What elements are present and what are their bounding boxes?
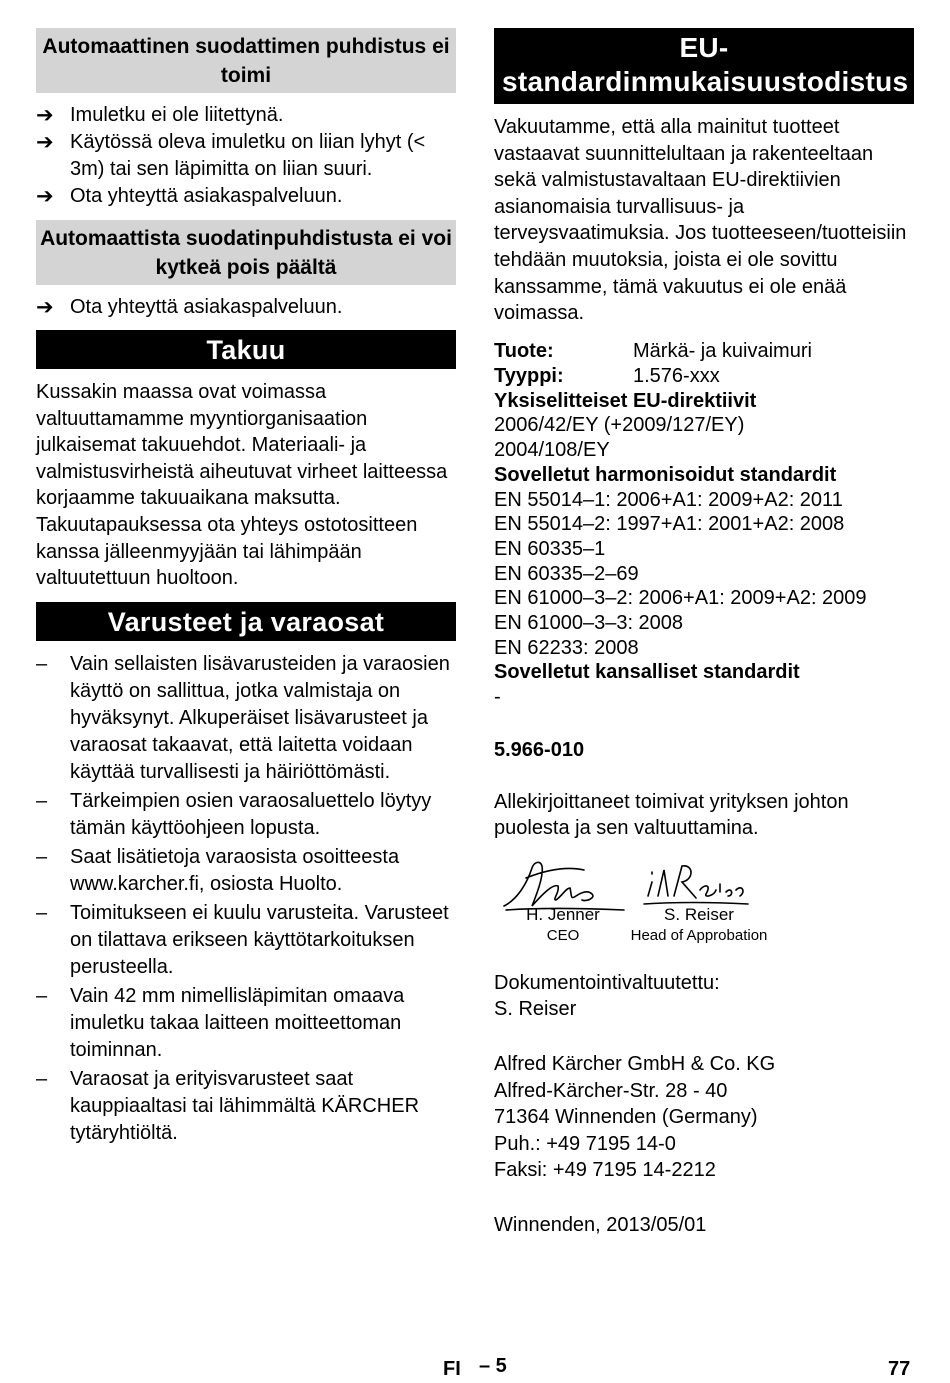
document-representative (494, 970, 914, 1023)
harmonised-standards-title: Sovelletut harmonisoidut standardit (494, 463, 837, 486)
signatory-1-role: CEO (546, 926, 580, 944)
standard-item: EN 60335–1 (494, 537, 606, 560)
list-item: – Vain sellaisten lisävarusteiden ja varaosien käyttö on sallittua, jotka valmistaja on hyväksynyt. Alkuperäiset lisävarusteet ja varaosat takaavat, että laitetta voidaan käyttää turvallisesti ja häiriöttömästi. (36, 652, 450, 783)
heading-warranty: Takuu (36, 330, 456, 369)
national-standards-title: Sovelletut kansalliset standardit (494, 661, 800, 684)
filter-cleaning-disable-list (36, 294, 456, 321)
standard-item: EN 60335–2–69 (494, 562, 639, 585)
signatory-2-role: Head of Approbation (630, 926, 768, 944)
doc-rep-label: Dokumentointivaltuutettu: (494, 971, 720, 994)
filter-cleaning-fails-list (36, 102, 456, 210)
product-row: Tuote: Märkä- ja kuivaimuri (494, 339, 812, 362)
directives-title: Yksiselitteiset EU-direktiivit (494, 389, 757, 412)
list-item: ➔ Ota yhteyttä asiakaspalveluun. (36, 296, 343, 319)
directive-item: 2004/108/EY (494, 439, 610, 462)
standard-item: EN 55014–1: 2006+A1: 2009+A2: 2011 (494, 488, 843, 511)
address-line: Alfred Kärcher GmbH & Co. KG (494, 1052, 776, 1075)
arrow-right-icon: ➔ (36, 104, 54, 127)
list-item: – Vain 42 mm nimellisläpimitan omaava imuletku takaa laitteen moitteettoman toiminnan. (36, 984, 405, 1061)
list-item: ➔ Imuletku ei ole liitettynä. (36, 104, 284, 127)
list-item: ➔ Ota yhteyttä asiakaspalveluun. (36, 185, 343, 208)
address-line: 71364 Winnenden (Germany) (494, 1106, 758, 1129)
arrow-right-icon: ➔ (36, 131, 54, 154)
list-item: – Saat lisätietoja varaosista osoitteesta www.karcher.fi, osiosta Huolto. (36, 845, 400, 895)
document-number: 5.966-010 (494, 738, 585, 761)
doc-rep-name: S. Reiser (494, 998, 577, 1021)
footer-language: FI (443, 1358, 461, 1380)
arrow-right-icon: ➔ (36, 296, 54, 319)
address-line: Alfred-Kärcher-Str. 28 - 40 (494, 1079, 728, 1102)
standard-item: EN 61000–3–3: 2008 (494, 612, 684, 635)
arrow-right-icon: ➔ (36, 185, 54, 208)
product-info (494, 339, 914, 710)
accessories-list (36, 651, 456, 1147)
list-item: ➔ Käytössä oleva imuletku on liian lyhyt (< 3m) tai sen läpimitta on liian suuri. (36, 131, 426, 180)
list-item: – Tärkeimpien osien varaosaluettelo löytyy tämän käyttöohjeen lopusta. (36, 789, 432, 839)
signatory-text: Allekirjoittaneet toimivat yrityksen johton puolesta ja sen valtuuttamina. (494, 790, 849, 840)
signatory-2-name: S. Reiser (664, 904, 734, 924)
right-column (494, 28, 914, 1239)
company-address (494, 1051, 914, 1184)
heading-filter-cleaning-fails: Automaattinen suodattimen puhdistus ei toimi (36, 28, 456, 93)
address-line: Faksi: +49 7195 14-2212 (494, 1159, 716, 1182)
warranty-text: Kussakin maassa ovat voimassa valtuuttamamme myyntiorganisaation julkaisemat takuuehdot. Materiaali- ja valmistusvirheistä aiheutuvat virheet laitteessa korjaamme takuuaikana maksutta. Takuutapauksessa ota yhteys ostotositteen kanssa jälleenmyyjään tai lähimpään valtuutettuun huoltoon. (36, 381, 448, 590)
list-item: – Varaosat ja erityisvarusteet saat kauppiaaltasi tai lähimmältä KÄRCHER tytäryhtiöltä. (36, 1067, 420, 1144)
place-date: Winnenden, 2013/05/01 (494, 1213, 707, 1236)
eu-declaration-text: Vakuutamme, että alla mainitut tuotteet vastaavat suunnittelultaan ja rakenteeltaan sekä valmistustavaltaan EU-direktiivien asianomaisia turvallisuus- ja terveysvaatimuksia. Jos tuotteeseen/tuotteisiin tehdään muutoksia, joista ei ole sovittu kanssamme, tämä vakuutus ei ole enää voimassa. (494, 116, 907, 325)
signatory-1-name: H. Jenner (526, 904, 600, 924)
signatures (494, 856, 914, 952)
standard-item: EN 61000–3–2: 2006+A1: 2009+A2: 2009 (494, 587, 867, 610)
heading-filter-cleaning-cannot-disable: Automaattista suodatinpuhdistusta ei voi kytkeä pois päältä (36, 220, 456, 285)
footer-section-page: – 5 (479, 1355, 507, 1377)
left-column (36, 28, 456, 1149)
type-row: Tyyppi: 1.576-xxx (494, 364, 720, 387)
standard-item: EN 55014–2: 1997+A1: 2001+A2: 2008 (494, 513, 845, 536)
footer-page-number: 77 (888, 1358, 911, 1380)
national-standards-value: - (494, 686, 501, 709)
address-line: Puh.: +49 7195 14-0 (494, 1132, 676, 1155)
directive-item: 2006/42/EY (+2009/127/EY) (494, 414, 745, 437)
heading-eu-declaration: EU-standardinmukaisuustodistus (494, 28, 914, 104)
list-item: – Toimitukseen ei kuulu varusteita. Varusteet on tilattava erikseen käyttötarkoituksen perusteella. (36, 901, 449, 978)
standard-item: EN 62233: 2008 (494, 636, 639, 659)
heading-accessories-spare-parts: Varusteet ja varaosat (36, 602, 456, 641)
